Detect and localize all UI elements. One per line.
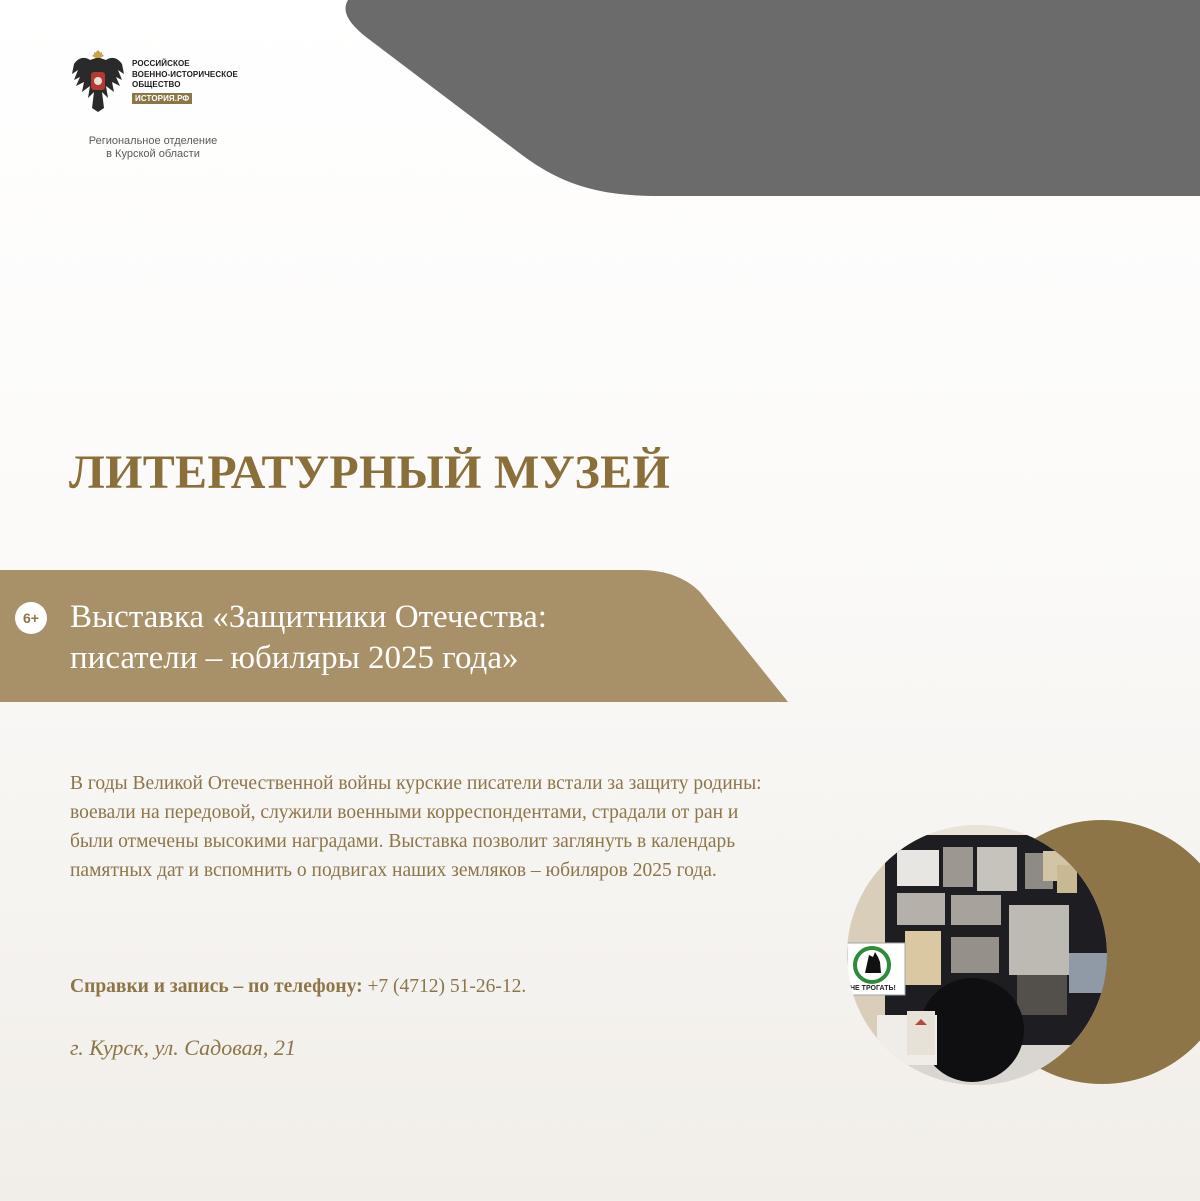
page-title: ЛИТЕРАТУРНЫЙ МУЗЕЙ [69, 446, 671, 499]
age-rating-badge: 6+ [15, 602, 47, 634]
region-line-2: в Курской области [106, 148, 200, 160]
org-name-line-3: ОБЩЕСТВО [132, 80, 181, 89]
exhibition-photo [847, 825, 1107, 1085]
contact-info [70, 972, 770, 1001]
decorative-corner-shape [340, 0, 1200, 200]
site-badge: ИСТОРИЯ.РФ [132, 93, 192, 104]
phone-number[interactable]: +7 (4712) 51-26-12. [367, 976, 527, 997]
exhibition-title-line-2: писатели – юбиляры 2025 года» [70, 640, 519, 676]
region-line-1: Региональное отделение [88, 135, 218, 147]
exhibition-title [70, 597, 750, 679]
org-name-line-1: РОССИЙСКОЕ [132, 59, 190, 68]
exhibition-photo-illustration [847, 825, 1107, 1085]
address: г. Курск, ул. Садовая, 21 [70, 1035, 296, 1060]
region-caption [70, 135, 236, 161]
double-headed-eagle-icon [70, 50, 126, 114]
contact-label: Справки и запись – по телефону: [70, 976, 363, 997]
org-name-line-2: ВОЕННО-ИСТОРИЧЕСКОЕ [132, 69, 238, 79]
no-touch-sign-text: НЕ ТРОГАТЬ! [850, 985, 896, 992]
exhibition-title-line-1: Выставка «Защитники Отечества: [70, 599, 547, 635]
exhibition-description: В годы Великой Отечественной войны курские писатели встали за защиту родины: воевали на передовой, служили военными корреспондентами, страдали от ран и были отмечены высокими наградами. Выставка позволит заглянуть в календарь памятных дат и вспомнить о подвигах наших земляков – юбиляров 2025 года. [70, 773, 762, 881]
